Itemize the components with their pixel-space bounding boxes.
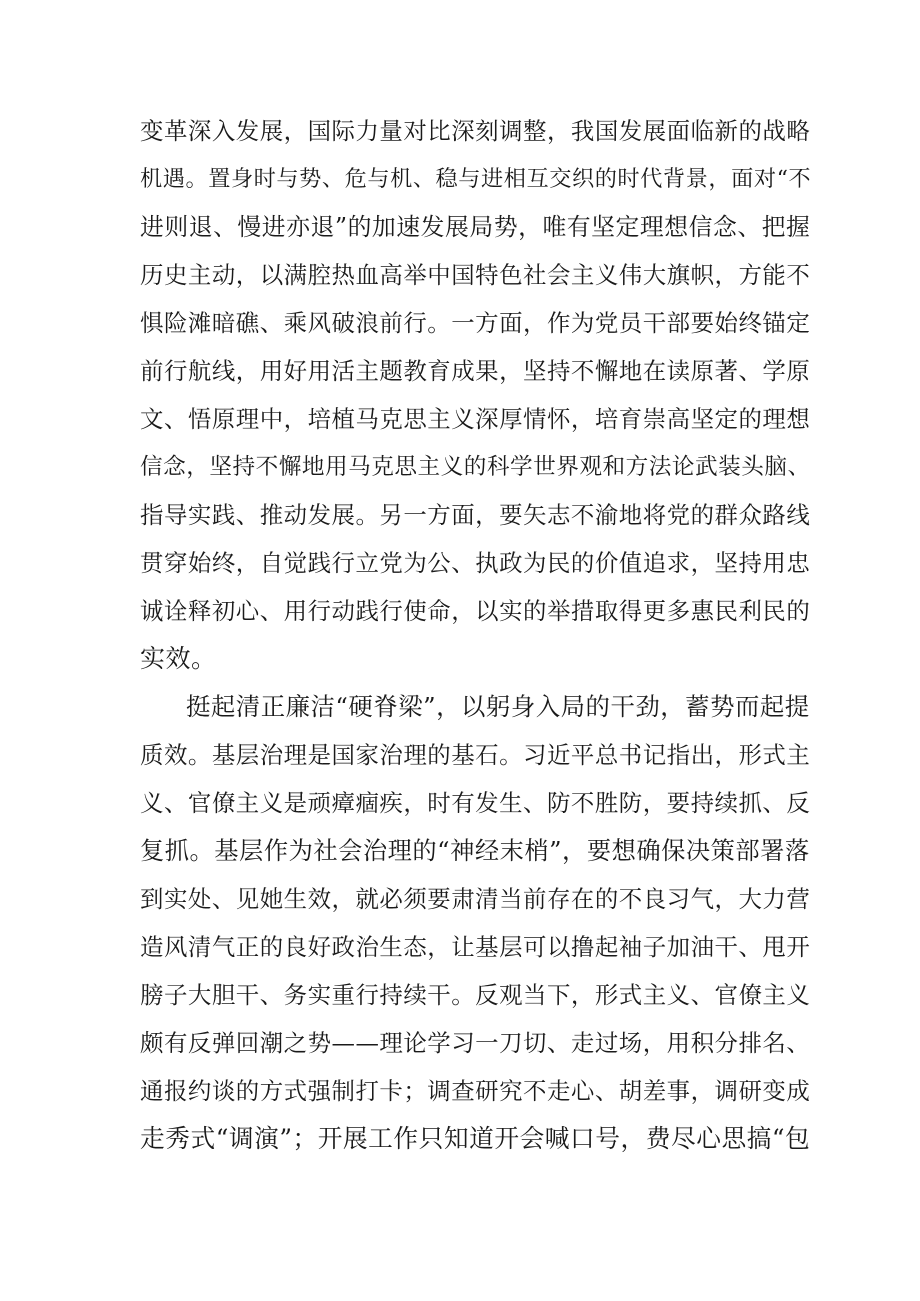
paragraph2-line-5: 到实处、见她生效，就必须要肃清当前存在的不良习气，大力营 bbox=[140, 885, 811, 913]
paragraph2-line-4: 复抓。基层作为社会治理的“神经末梢”，要想确保决策部署落 bbox=[140, 836, 810, 865]
paragraph2-line-2: 质效。基层治理是国家治理的基石。习近平总书记指出，形式主 bbox=[140, 741, 811, 769]
paragraph1-line-2: 机遇。置身时与势、危与机、稳与进相互交织的时代背景，面对“不 bbox=[140, 166, 812, 192]
paragraph1-line-9: 指导实践、推动发展。另一方面，要矢志不渝地将党的群众路线 bbox=[140, 501, 811, 529]
paragraph1-line-5: 惧险滩暗礁、乘风破浪前行。一方面，作为党员干部要始终锚定 bbox=[140, 309, 811, 337]
paragraph2-line-8: 颇有反弹回潮之势——理论学习一刀切、走过场，用积分排名、 bbox=[140, 1029, 811, 1057]
paragraph1-line-4: 历史主动，以满腔热血高举中国特色社会主义伟大旗帜，方能不 bbox=[140, 261, 811, 289]
paragraph1-line-8: 信念，坚持不懈地用马克思主义的科学世界观和方法论武装头脑、 bbox=[140, 454, 811, 480]
paragraph1-line-10: 贯穿始终，自觉践行立党为公、执政为民的价值追求，坚持用忠 bbox=[140, 549, 811, 577]
paragraph1-line-7: 文、悟原理中，培植马克思主义深厚情怀，培育崇高坚定的理想 bbox=[140, 405, 811, 433]
paragraph2-line-7: 膀子大胆干、务实重行持续干。反观当下，形式主义、官僚主义 bbox=[140, 981, 811, 1009]
paragraph2-line-6: 造风清气正的良好政治生态，让基层可以撸起袖子加油干、甩开 bbox=[140, 933, 811, 961]
paragraph2-line-1: 挺起清正廉洁“硬脊梁”，以躬身入局的干劲，蓄势而起提 bbox=[186, 692, 810, 721]
paragraph1-line-1: 变革深入发展，国际力量对比深刻调整，我国发展面临新的战略 bbox=[140, 117, 811, 145]
paragraph2-line-9: 通报约谈的方式强制打卡；调查研究不走心、胡差事，调研变成 bbox=[140, 1077, 811, 1105]
paragraph2-line-3: 义、官僚主义是顽瘴痼疾，时有发生、防不胜防，要持续抓、反 bbox=[140, 789, 811, 817]
paragraph1-line-11: 诚诠释初心、用行动践行使命，以实的举措取得更多惠民利民的 bbox=[140, 597, 811, 625]
paragraph1-line-12: 实效。 bbox=[140, 644, 217, 673]
paragraph1-line-6: 前行航线，用好用活主题教育成果，坚持不懈地在读原著、学原 bbox=[140, 357, 811, 385]
paragraph2-line-10: 走秀式“调演”；开展工作只知道开会喊口号，费尽心思搞“包 bbox=[140, 1124, 811, 1153]
paragraph1-line-3: 进则退、慢进亦退”的加速发展局势，唯有坚定理想信念、把握 bbox=[140, 213, 811, 241]
